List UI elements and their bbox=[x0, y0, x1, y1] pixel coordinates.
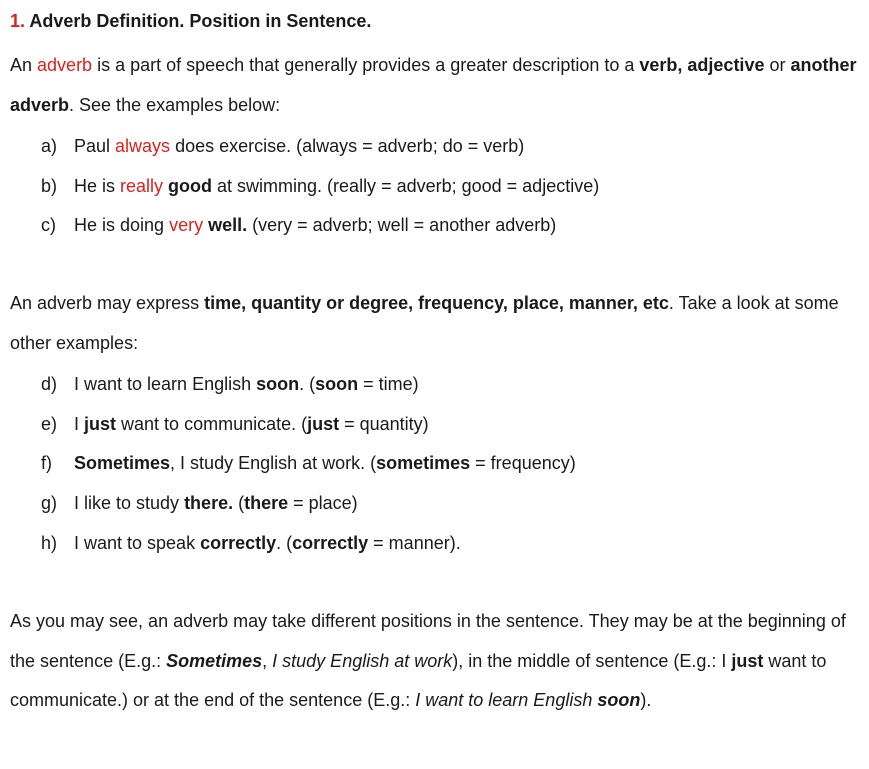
example-item bbox=[41, 530, 576, 570]
emphasized-text: there bbox=[244, 493, 289, 514]
emphasized-text: Sometimes bbox=[74, 453, 171, 474]
text-run: An adverb may express bbox=[10, 293, 205, 313]
list-marker: c) bbox=[41, 215, 56, 236]
list-marker: d) bbox=[41, 374, 58, 394]
highlighted-adverb: adverb bbox=[37, 55, 93, 75]
example-item bbox=[41, 411, 576, 451]
text-run: . See the examples below: bbox=[69, 94, 281, 115]
list-marker: e) bbox=[41, 413, 58, 434]
text-run: He is bbox=[74, 175, 121, 196]
emphasized-text: good bbox=[168, 175, 213, 196]
text-run: = time) bbox=[358, 374, 419, 394]
emphasized-text: there. bbox=[184, 493, 234, 514]
examples-list-types bbox=[41, 371, 576, 569]
example-item bbox=[41, 450, 576, 490]
text-run: As you may see, an adverb may take different positions in the sentence. They may be at the beginning of the sentence (E.g.: bbox=[10, 611, 846, 671]
list-marker: f) bbox=[41, 453, 52, 474]
text-run: (very = adverb; well = another adverb) bbox=[247, 215, 557, 236]
example-item bbox=[41, 133, 599, 173]
emphasized-text: just bbox=[84, 413, 117, 434]
list-marker: g) bbox=[41, 493, 58, 514]
text-run: does exercise. (always = adverb; do = verb) bbox=[170, 136, 525, 156]
example-item bbox=[41, 490, 576, 530]
emphasized-text: I study English at work bbox=[272, 650, 453, 671]
definition-paragraph bbox=[10, 46, 860, 125]
highlighted-adverb: always bbox=[115, 136, 171, 156]
text-run: = quantity) bbox=[339, 413, 429, 434]
emphasized-text: sometimes bbox=[376, 453, 471, 474]
emphasized-text: time, quantity or degree, frequency, place, manner, etc bbox=[204, 293, 669, 313]
text-run: . ( bbox=[299, 374, 316, 394]
emphasized-text: correctly bbox=[200, 532, 277, 553]
emphasized-text: I want to learn English bbox=[415, 690, 598, 711]
text-run: , bbox=[262, 650, 273, 671]
text-run: want to communicate. ( bbox=[116, 413, 308, 434]
emphasized-text: Sometimes bbox=[166, 650, 263, 671]
text-run: want to communicate.) or at the end of the sentence (E.g.: bbox=[10, 650, 827, 711]
example-item bbox=[41, 173, 599, 213]
emphasized-text: verb, adjective bbox=[639, 55, 765, 75]
text-run: I like to study bbox=[74, 493, 185, 514]
text-run: ), in the middle of sentence (E.g.: I bbox=[452, 650, 732, 671]
text-run: I want to learn English bbox=[74, 374, 257, 394]
text-run: . Take a look at some other examples: bbox=[10, 293, 839, 353]
text-run: An bbox=[10, 55, 38, 75]
emphasized-text: soon bbox=[597, 690, 641, 711]
emphasized-text: soon bbox=[315, 374, 359, 394]
text-run: = manner). bbox=[368, 532, 461, 553]
list-marker: h) bbox=[41, 532, 58, 553]
section-title: Adverb Definition. Position in Sentence. bbox=[25, 11, 372, 31]
section-heading bbox=[10, 11, 371, 32]
text-run: ( bbox=[233, 493, 245, 514]
list-marker: a) bbox=[41, 136, 58, 156]
text-run: = place) bbox=[288, 493, 358, 514]
text-run: is a part of speech that generally provides a greater description to a bbox=[92, 55, 640, 75]
section-number: 1. bbox=[10, 11, 26, 31]
text-run: I bbox=[74, 413, 85, 434]
adverb-types-paragraph bbox=[10, 284, 860, 363]
emphasized-text: soon bbox=[256, 374, 300, 394]
text-run: , I study English at work. ( bbox=[170, 453, 377, 474]
emphasized-text: just bbox=[731, 650, 764, 671]
example-item bbox=[41, 371, 576, 411]
text-run: ). bbox=[640, 690, 652, 711]
text-run: or bbox=[764, 55, 791, 75]
examples-list-definition bbox=[41, 133, 599, 252]
text-run: at swimming. (really = adverb; good = adjective) bbox=[212, 175, 600, 196]
text-run: = frequency) bbox=[470, 453, 576, 474]
positions-paragraph bbox=[10, 602, 860, 721]
emphasized-text: correctly bbox=[292, 532, 369, 553]
highlighted-adverb: really bbox=[120, 175, 164, 196]
text-run: Paul bbox=[74, 136, 116, 156]
list-marker: b) bbox=[41, 175, 58, 196]
emphasized-text: well. bbox=[208, 215, 248, 236]
text-run: I want to speak bbox=[74, 532, 201, 553]
highlighted-adverb: very bbox=[169, 215, 204, 236]
emphasized-text: another adverb bbox=[10, 55, 857, 115]
emphasized-text: just bbox=[307, 413, 340, 434]
example-item bbox=[41, 212, 599, 252]
text-run: . ( bbox=[276, 532, 293, 553]
text-run: He is doing bbox=[74, 215, 170, 236]
